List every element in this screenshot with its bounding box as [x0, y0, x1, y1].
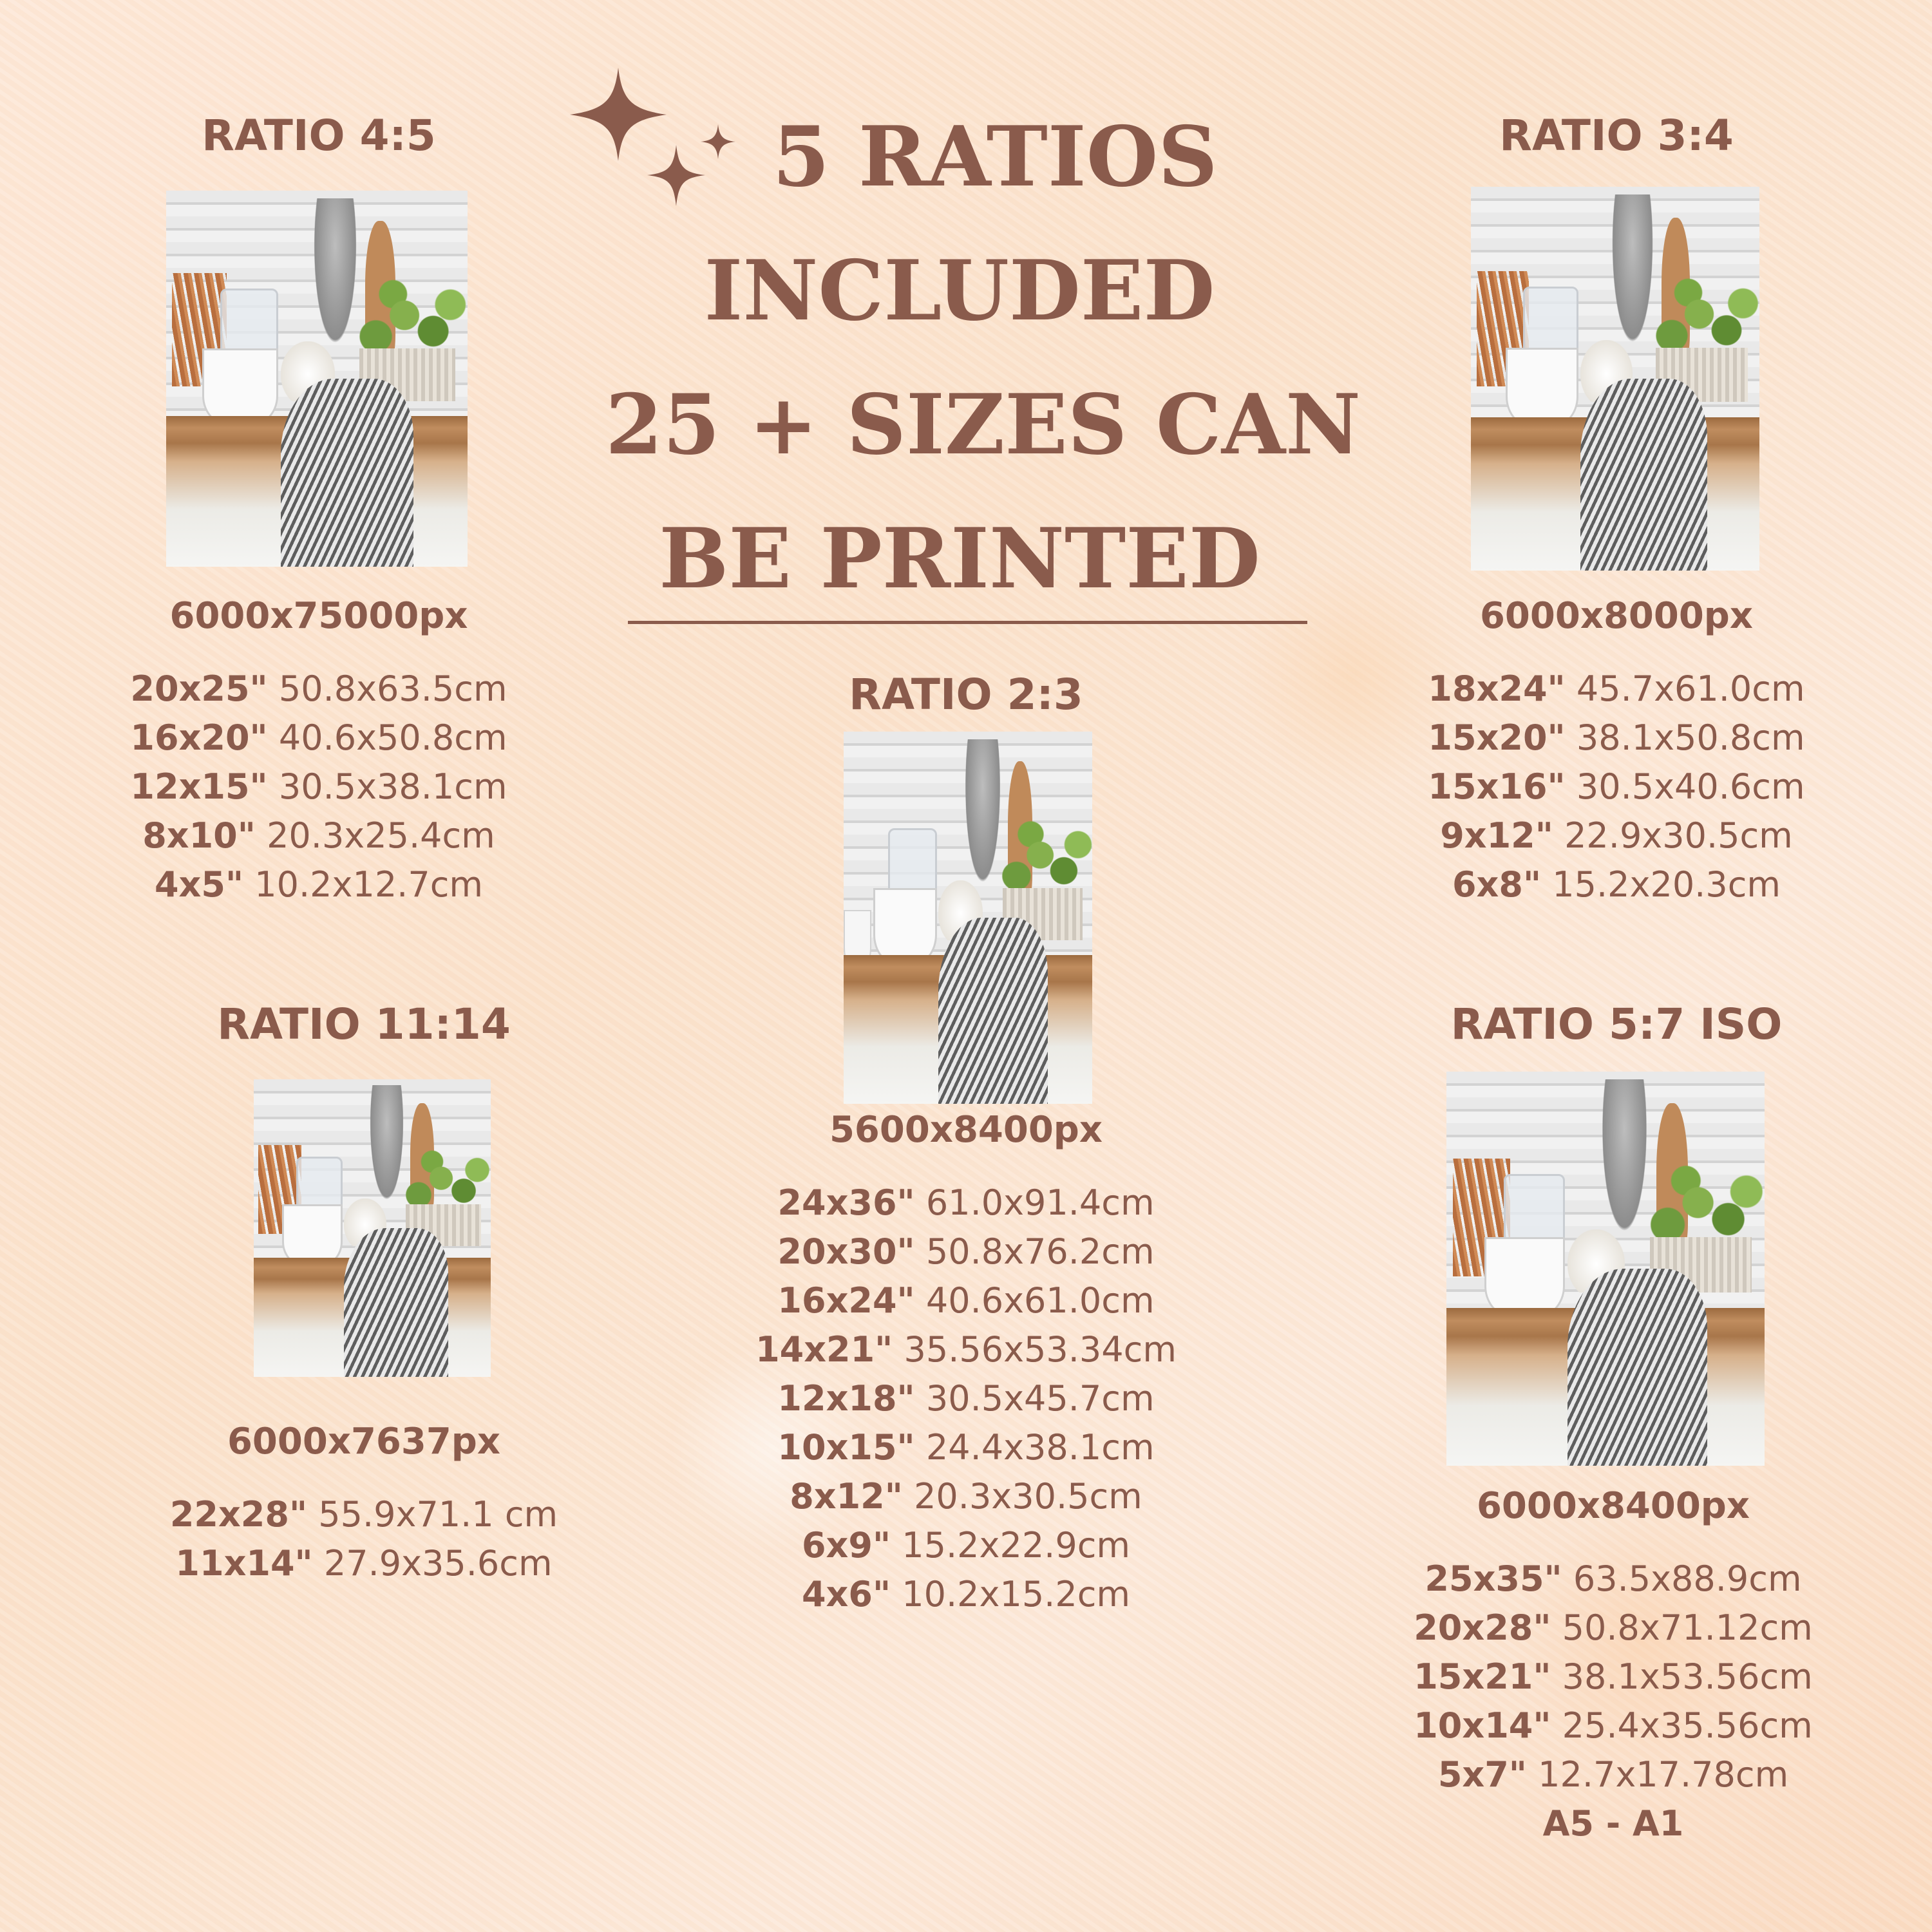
size-row: 25x35" 63.5x88.9cm — [1425, 1558, 1802, 1599]
iso-range: A5 - A1 — [1542, 1803, 1684, 1844]
size-row: 8x12" 20.3x30.5cm — [790, 1476, 1142, 1517]
ratio-5-7-size-list — [1378, 1555, 1848, 1848]
headline-line-4: BE PRINTED — [659, 511, 1260, 607]
size-row: 10x14" 25.4x35.56cm — [1414, 1705, 1813, 1746]
ratio-11-14-title: RATIO 11:14 — [217, 999, 511, 1049]
size-row: 6x8" 15.2x20.3cm — [1452, 864, 1781, 905]
ratio-2-3-size-list — [728, 1179, 1204, 1619]
headline-line-1: 5 RATIOS — [772, 109, 1218, 205]
size-row: 15x20" 38.1x50.8cm — [1428, 717, 1805, 758]
ratio-5-7-pixels: 6000x8400px — [1476, 1485, 1750, 1527]
size-row: 11x14" 27.9x35.6cm — [175, 1543, 553, 1584]
ratio-4-5-size-list — [84, 665, 554, 909]
ratio-4-5-pixels: 6000x75000px — [169, 595, 468, 637]
ratio-11-14-photo — [254, 1079, 491, 1377]
ratio-3-4-pixels: 6000x8000px — [1479, 595, 1754, 637]
size-row: 4x6" 10.2x15.2cm — [801, 1574, 1130, 1615]
ratio-5-7-photo — [1446, 1072, 1765, 1466]
size-row: 20x30" 50.8x76.2cm — [777, 1231, 1155, 1272]
headline-divider — [628, 621, 1307, 624]
size-row: 12x18" 30.5x45.7cm — [777, 1378, 1155, 1419]
ratio-3-4-size-list — [1385, 665, 1848, 909]
ratio-3-4-photo — [1471, 187, 1759, 571]
headline-line-2: INCLUDED — [704, 243, 1215, 339]
size-row: 8x10" 20.3x25.4cm — [142, 815, 495, 856]
size-row: 5x7" 12.7x17.78cm — [1437, 1754, 1789, 1795]
ratio-2-3-pixels: 5600x8400px — [829, 1109, 1103, 1151]
headline — [605, 90, 1361, 626]
size-row: 15x21" 38.1x53.56cm — [1414, 1656, 1813, 1697]
ratio-3-4-title: RATIO 3:4 — [1499, 111, 1734, 160]
size-row: 22x28" 55.9x71.1 cm — [169, 1494, 558, 1535]
size-row: 9x12" 22.9x30.5cm — [1440, 815, 1793, 856]
size-row: 15x16" 30.5x40.6cm — [1428, 766, 1805, 807]
ratio-11-14-size-list — [129, 1490, 599, 1588]
ratio-2-3-photo — [844, 732, 1092, 1104]
size-row: 10x15" 24.4x38.1cm — [777, 1427, 1155, 1468]
size-row: 18x24" 45.7x61.0cm — [1428, 668, 1805, 709]
size-row: 4x5" 10.2x12.7cm — [154, 864, 483, 905]
size-row: 24x36" 61.0x91.4cm — [777, 1182, 1155, 1223]
size-row: 6x9" 15.2x22.9cm — [801, 1525, 1130, 1566]
size-row: 14x21" 35.56x53.34cm — [755, 1329, 1177, 1370]
size-row: 20x25" 50.8x63.5cm — [130, 668, 507, 709]
size-row: 12x15" 30.5x38.1cm — [130, 766, 507, 807]
size-row: 16x24" 40.6x61.0cm — [777, 1280, 1155, 1321]
ratio-4-5-photo — [166, 191, 468, 567]
size-row: 20x28" 50.8x71.12cm — [1414, 1607, 1813, 1648]
size-row: 16x20" 40.6x50.8cm — [130, 717, 507, 758]
ratio-11-14-pixels: 6000x7637px — [227, 1421, 501, 1463]
ratio-5-7-title: RATIO 5:7 ISO — [1450, 999, 1783, 1049]
headline-line-3: 25 + SIZES CAN — [605, 377, 1361, 473]
ratio-2-3-title: RATIO 2:3 — [849, 670, 1083, 719]
ratio-4-5-title: RATIO 4:5 — [202, 111, 436, 160]
